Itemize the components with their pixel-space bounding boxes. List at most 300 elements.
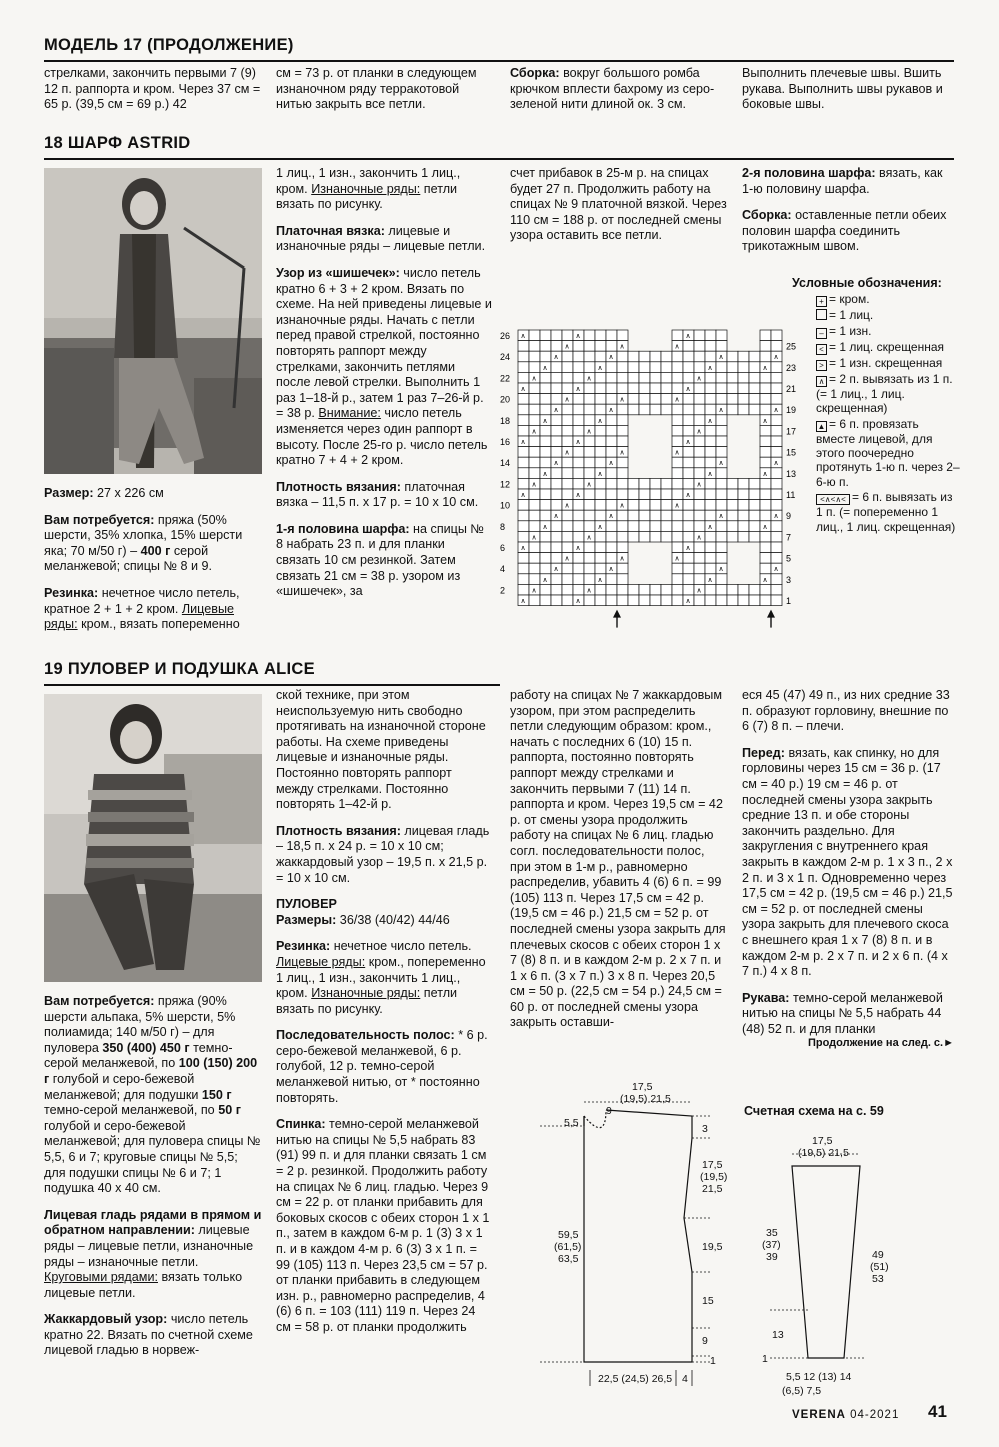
chart-cell: [606, 330, 617, 341]
s17-col1: стрелками, закончить первыми 7 (9) 12 п. раппорта и кром. Через 37 см = 65 р. (39,5 см = 69 р.) 42: [44, 66, 261, 112]
chart-cell: [562, 468, 573, 479]
chart-cell: [606, 500, 617, 511]
legend-symbol-icon: <∧<∧<: [816, 494, 850, 505]
chart-cell: [551, 415, 562, 426]
chart-cell: [518, 351, 529, 362]
chart-cell: [771, 415, 782, 426]
s19-col3: работу на спицах № 7 жаккардовым узором, при этом распределить петли следующим образом: кром., начать с последних 6 (10) 15 п. раппорта, постоянно повторять раппорт между стрелками и закончить первыми 7 (11) 14 п. раппорта и кром. Через 19,5 см = 42 р. от смены узора продолжить работу на спицах № 6 лиц. гладью согл. последовательности полос, при этом в 1-м р., равномерно распределив, убавить 4 (6) 6 п. = 99 (105) 113 п. Через 17,5 см = 42 р. (19,5 см = 46 р.) 21,5 см = 52 р. от последней смены узора закрыть для плечевых скосов с обеих сторон 1 x 7 (8) 8 п. и в каждом 2-м р. 2 x 7 п. и 1 x 6 п. (3 x 7 п.) 3 x 8 п. Через 20,5 см = 50 р. (22,5 см = 54 р.) 24,5 см = 60 р. от последней смены узора закрыть оставши-: [510, 688, 726, 1030]
chart-cell: [705, 447, 716, 458]
chart-cell: [518, 500, 529, 511]
chart-cell: [617, 595, 628, 606]
chart-cell: [584, 457, 595, 468]
chart-cell: [727, 351, 738, 362]
chart-cell: [727, 531, 738, 542]
chart-cell: [716, 468, 727, 479]
chart-cell: [595, 510, 606, 521]
svg-text:∧: ∧: [674, 449, 680, 457]
chart-row-label: 12: [500, 479, 511, 490]
scarf-model-photo: [44, 168, 262, 474]
svg-text:∧: ∧: [718, 460, 724, 468]
chart-cell: [562, 436, 573, 447]
chart-cell: [639, 372, 650, 383]
chart-cell: [716, 383, 727, 394]
svg-text:∧: ∧: [773, 460, 779, 468]
svg-text:∧: ∧: [762, 470, 768, 478]
chart-cell: [771, 372, 782, 383]
chart-cell: [760, 531, 771, 542]
chart-cell: [595, 404, 606, 415]
chart-row-label: 4: [500, 564, 506, 575]
chart-cell: [672, 425, 683, 436]
chart-cell: [595, 330, 606, 341]
chart-cell: [716, 341, 727, 352]
svg-text:∧: ∧: [597, 364, 603, 372]
chart-cell: [705, 510, 716, 521]
chart-cell: [738, 362, 749, 373]
chart-cell: [760, 489, 771, 500]
chart-cell: [606, 436, 617, 447]
svg-text:∧: ∧: [773, 513, 779, 521]
chart-cell: [595, 531, 606, 542]
svg-text:∧: ∧: [773, 566, 779, 574]
chart-cell: [584, 489, 595, 500]
chart-row-label: 15: [786, 447, 797, 458]
chart-cell: [639, 584, 650, 595]
chart-cell: [562, 563, 573, 574]
chart-cell: [694, 595, 705, 606]
chart-cell: [694, 521, 705, 532]
schema-label: 35: [766, 1227, 778, 1239]
legend-symbol-icon: >: [816, 360, 827, 371]
chart-cell: [749, 584, 760, 595]
chart-cell: [562, 584, 573, 595]
chart-row-label: 25: [786, 341, 797, 352]
chart-cell: [738, 478, 749, 489]
s18-col4: 2-я половина шарфа: вязать, как 1-ю половину шарфа. Сборка: оставленные петли обеих половин шарфа соединить трикотажным швом.: [742, 166, 947, 254]
legend-symbol-icon: ∧: [816, 376, 827, 387]
chart-row-label: 22: [500, 373, 511, 384]
page-number: 41: [928, 1402, 947, 1421]
chart-cell: [716, 436, 727, 447]
legend-text: = 1 изн.: [829, 323, 872, 338]
schema-label: 19,5: [702, 1241, 723, 1253]
chart-cell: [617, 584, 628, 595]
chart-cell: [716, 415, 727, 426]
chart-cell: [683, 457, 694, 468]
chart-cell: [628, 500, 639, 511]
schema-label: (6,5) 7,5: [782, 1385, 822, 1397]
chart-cell: [727, 510, 738, 521]
chart-cell: [716, 531, 727, 542]
chart-cell: [738, 584, 749, 595]
chart-cell: [716, 521, 727, 532]
chart-cell: [760, 341, 771, 352]
chart-cell: [771, 330, 782, 341]
chart-cell: [617, 383, 628, 394]
svg-text:∧: ∧: [553, 354, 559, 362]
chart-cell: [573, 341, 584, 352]
chart-cell: [617, 563, 628, 574]
chart-cell: [639, 394, 650, 405]
chart-cell: [540, 489, 551, 500]
chart-cell: [518, 468, 529, 479]
chart-cell: [551, 330, 562, 341]
chart-cell: [562, 330, 573, 341]
chart-cell: [562, 404, 573, 415]
chart-cell: [705, 372, 716, 383]
chart-cell: [551, 394, 562, 405]
svg-text:∧: ∧: [619, 555, 625, 563]
footer-brand: VERENA 04-2021: [792, 1409, 900, 1421]
chart-cell: [606, 574, 617, 585]
chart-cell: [672, 595, 683, 606]
svg-text:∧: ∧: [542, 523, 548, 531]
svg-text:∧: ∧: [531, 481, 537, 489]
chart-cell: [540, 584, 551, 595]
svg-text:∧: ∧: [586, 587, 592, 595]
chart-cell: [705, 383, 716, 394]
chart-cell: [771, 447, 782, 458]
chart-cell: [771, 425, 782, 436]
svg-text:∧: ∧: [575, 386, 581, 393]
chart-cell: [584, 383, 595, 394]
chart-cell: [694, 394, 705, 405]
chart-row-label: 13: [786, 468, 797, 479]
chart-cell: [562, 595, 573, 606]
svg-text:∧: ∧: [520, 492, 526, 499]
chart-cell: [716, 584, 727, 595]
chart-cell: [573, 584, 584, 595]
chart-cell: [738, 531, 749, 542]
chart-cell: [551, 489, 562, 500]
chart-cell: [716, 542, 727, 553]
chart-cell: [562, 457, 573, 468]
schema-label: 22,5 (24,5) 26,5: [598, 1373, 673, 1385]
chart-cell: [727, 584, 738, 595]
chart-cell: [617, 362, 628, 373]
chart-cell: [727, 500, 738, 511]
legend-item: [816, 324, 960, 339]
chart-cell: [683, 563, 694, 574]
s17-col3: Сборка: вокруг большого ромба крючком вплести бахрому из серо-зеленой нити длиной ок. 3 см.: [510, 66, 715, 112]
schema-label: 1: [762, 1353, 768, 1365]
chart-cell: [705, 436, 716, 447]
chart-cell: [760, 563, 771, 574]
schema-label: (19,5): [700, 1171, 728, 1183]
svg-text:∧: ∧: [707, 417, 713, 425]
svg-text:∧: ∧: [520, 333, 526, 340]
chart-cell: [529, 521, 540, 532]
chart-cell: [573, 447, 584, 458]
legend-item: [816, 292, 960, 307]
chart-cell: [749, 500, 760, 511]
svg-text:∧: ∧: [707, 364, 713, 372]
chart-cell: [606, 341, 617, 352]
chart-cell: [606, 415, 617, 426]
chart-cell: [716, 330, 727, 341]
chart-cell: [760, 478, 771, 489]
chart-cell: [760, 425, 771, 436]
schema-label: 9: [702, 1335, 708, 1347]
chart-cell: [518, 394, 529, 405]
s18-col1: Размер: 27 x 226 см Вам потребуется: пряжа (50% шерсти, 35% хлопка, 15% шерсти яка; 70 м/50 г) – 400 г серой меланжевой; спицы № 8 и 9. Резинка: нечетное число петель, кратное 2 + 1 + 2 кром. Лицевые ряды: кром., вязать попеременно: [44, 486, 243, 632]
chart-cell: [529, 510, 540, 521]
chart-cell: [771, 542, 782, 553]
svg-text:∧: ∧: [674, 555, 680, 563]
svg-text:∧: ∧: [597, 417, 603, 425]
svg-text:∧: ∧: [531, 428, 537, 436]
chart-cell: [551, 542, 562, 553]
chart-cell: [727, 394, 738, 405]
chart-cell: [628, 351, 639, 362]
chart-cell: [551, 341, 562, 352]
chart-cell: [650, 394, 661, 405]
chart-cell: [606, 542, 617, 553]
chart-cell: [628, 478, 639, 489]
schema-label: 39: [766, 1251, 778, 1263]
chart-cell: [584, 362, 595, 373]
chart-cell: [694, 341, 705, 352]
chart-cell: [584, 563, 595, 574]
chart-cell: [551, 478, 562, 489]
legend-symbol-icon: –: [816, 328, 827, 339]
schema-label: 3: [702, 1123, 708, 1135]
svg-text:∧: ∧: [619, 396, 625, 404]
chart-cell: [694, 574, 705, 585]
chart-cell: [694, 436, 705, 447]
chart-cell: [529, 404, 540, 415]
chart-cell: [661, 595, 672, 606]
chart-cell: [760, 553, 771, 564]
chart-cell: [573, 372, 584, 383]
chart-cell: [683, 574, 694, 585]
chart-cell: [716, 362, 727, 373]
svg-text:∧: ∧: [608, 566, 614, 574]
chart-cell: [771, 521, 782, 532]
chart-cell: [683, 404, 694, 415]
chart-cell: [606, 425, 617, 436]
chart-cell: [639, 404, 650, 415]
svg-text:∧: ∧: [542, 470, 548, 478]
svg-text:∧: ∧: [564, 502, 570, 510]
chart-cell: [584, 510, 595, 521]
chart-cell: [705, 341, 716, 352]
svg-text:∧: ∧: [696, 428, 702, 436]
chart-cell: [518, 584, 529, 595]
chart-cell: [661, 394, 672, 405]
chart-cell: [529, 447, 540, 458]
svg-text:∧: ∧: [564, 555, 570, 563]
svg-text:∧: ∧: [564, 343, 570, 351]
chart-cell: [727, 383, 738, 394]
chart-legend: [792, 276, 960, 535]
svg-text:∧: ∧: [762, 364, 768, 372]
chart-cell: [639, 351, 650, 362]
chart-cell: [617, 468, 628, 479]
chart-cell: [540, 510, 551, 521]
chart-cell: [650, 478, 661, 489]
chart-cell: [694, 351, 705, 362]
chart-cell: [540, 394, 551, 405]
chart-cell: [738, 595, 749, 606]
chart-cell: [672, 531, 683, 542]
svg-text:∧: ∧: [520, 439, 526, 446]
svg-text:∧: ∧: [707, 576, 713, 584]
s19-col4: еся 45 (47) 49 п., из них средние 33 п. образуют горловину, внешние по 6 (7) 8 п. – плечи. Перед: вязать, как спинку, но для горловины через 15 см = 36 р. (17 см = 40 р.) 19 см = 46 р. от последней смены узора закрыть средние 13 п. и обе стороны закончить раздельно. Для закругления с внутреннего края закрыть в каждом 2-м р. 1 x 3 п., 2 x 2 п. и 3 x 1 п. Одновременно через 17,5 см = 42 р. (19,5 см = 46 р.) 21,5 см = 52 р. от последней смены узора закрыть для плечевого скоса с внешнего края 1 x 7 (8) 8 п. и в каждом 2-м р. 2 x 7 п. и 2 x 6 п. (4 x 7 п.) 4 x 8 п. Рукава: темно-серой меланжевой нитью на спицы № 5,5 набрать 44 (48) 52 п. и для планки Продолжение на след. с.►: [742, 688, 954, 1050]
svg-text:∧: ∧: [696, 587, 702, 595]
chart-cell: [540, 563, 551, 574]
legend-text: = 1 лиц. скрещенная: [829, 339, 945, 354]
chart-cell: [628, 510, 639, 521]
chart-cell: [672, 330, 683, 341]
chart-cell: [606, 447, 617, 458]
svg-text:∧: ∧: [586, 428, 592, 436]
chart-cell: [650, 383, 661, 394]
svg-text:∧: ∧: [718, 407, 724, 415]
svg-text:∧: ∧: [685, 439, 691, 446]
chart-cell: [639, 500, 650, 511]
chart-cell: [760, 436, 771, 447]
divider: [44, 684, 500, 686]
chart-cell: [617, 574, 628, 585]
chart-cell: [760, 457, 771, 468]
chart-cell: [771, 584, 782, 595]
chart-cell: [529, 341, 540, 352]
legend-item: [816, 356, 960, 371]
chart-row-label: 20: [500, 394, 511, 405]
chart-cell: [716, 500, 727, 511]
chart-cell: [683, 415, 694, 426]
chart-cell: [705, 394, 716, 405]
chart-cell: [749, 521, 760, 532]
chart-cell: [595, 500, 606, 511]
chart-cell: [540, 478, 551, 489]
legend-item: [816, 340, 960, 355]
chart-cell: [738, 404, 749, 415]
chart-cell: [716, 478, 727, 489]
chart-cell: [584, 500, 595, 511]
chart-cell: [738, 351, 749, 362]
chart-cell: [639, 362, 650, 373]
chart-cell: [529, 351, 540, 362]
s18-col3: счет прибавок в 25-м р. на спицах будет 27 п. Продолжить работу на спицах № 9 платочной вязкой. Через 110 см = 188 р. от последней смены узора оставить все петли.: [510, 166, 727, 243]
chart-cell: [540, 383, 551, 394]
chart-cell: [705, 563, 716, 574]
chart-cell: [749, 394, 760, 405]
chart-cell: [573, 457, 584, 468]
chart-cell: [738, 372, 749, 383]
chart-cell: [639, 595, 650, 606]
chart-cell: [595, 563, 606, 574]
chart-cell: [716, 372, 727, 383]
chart-cell: [518, 372, 529, 383]
chart-cell: [606, 489, 617, 500]
chart-cell: [551, 531, 562, 542]
chart-cell: [518, 447, 529, 458]
chart-cell: [573, 394, 584, 405]
chart-cell: [672, 362, 683, 373]
legend-title: Условные обозначения:: [792, 276, 942, 290]
chart-cell: [562, 415, 573, 426]
chart-cell: [705, 500, 716, 511]
chart-cell: [738, 489, 749, 500]
chart-cell: [617, 478, 628, 489]
chart-row-label: 2: [500, 585, 506, 596]
chart-cell: [628, 531, 639, 542]
chart-cell: [518, 531, 529, 542]
svg-text:∧: ∧: [575, 439, 581, 446]
chart-cell: [551, 362, 562, 373]
chart-cell: [694, 563, 705, 574]
svg-text:∧: ∧: [520, 598, 526, 605]
schema-label: 49: [872, 1249, 884, 1261]
chart-cell: [584, 521, 595, 532]
chart-cell: [518, 553, 529, 564]
chart-cell: [771, 478, 782, 489]
chart-cell: [606, 531, 617, 542]
svg-text:∧: ∧: [542, 576, 548, 584]
chart-cell: [672, 542, 683, 553]
chart-cell: [562, 574, 573, 585]
chart-cell: [584, 330, 595, 341]
chart-cell: [771, 489, 782, 500]
chart-cell: [562, 489, 573, 500]
chart-cell: [617, 436, 628, 447]
chart-cell: [540, 341, 551, 352]
chart-cell: [683, 372, 694, 383]
chart-cell: [672, 383, 683, 394]
chart-cell: [672, 436, 683, 447]
svg-text:∧: ∧: [762, 576, 768, 584]
chart-cell: [540, 553, 551, 564]
chart-cell: [628, 584, 639, 595]
chart-cell: [749, 595, 760, 606]
chart-cell: [749, 489, 760, 500]
svg-text:∧: ∧: [707, 523, 713, 531]
chart-row-label: 24: [500, 352, 511, 363]
chart-cell: [672, 351, 683, 362]
svg-text:∧: ∧: [762, 417, 768, 425]
chart-cell: [562, 510, 573, 521]
chart-cell: [540, 351, 551, 362]
chart-cell: [529, 574, 540, 585]
svg-text:∧: ∧: [553, 513, 559, 521]
chart-cell: [573, 351, 584, 362]
chart-cell: [705, 542, 716, 553]
chart-cell: [716, 574, 727, 585]
chart-cell: [584, 415, 595, 426]
chart-cell: [727, 478, 738, 489]
chart-cell: [562, 521, 573, 532]
chart-cell: [694, 362, 705, 373]
svg-text:∧: ∧: [553, 460, 559, 468]
chart-cell: [573, 574, 584, 585]
chart-cell: [595, 383, 606, 394]
svg-text:∧: ∧: [718, 513, 724, 521]
chart-cell: [694, 415, 705, 426]
chart-cell: [584, 404, 595, 415]
svg-text:∧: ∧: [685, 545, 691, 552]
chart-cell: [628, 394, 639, 405]
schema-label: 15: [702, 1295, 714, 1307]
chart-cell: [771, 595, 782, 606]
schema-label: 5,5 12 (13) 14: [786, 1371, 852, 1383]
schema-label: 17,5: [812, 1135, 833, 1147]
chart-cell: [683, 351, 694, 362]
svg-text:∧: ∧: [564, 449, 570, 457]
schema-label: (19,5) 21,5: [620, 1093, 671, 1105]
chart-cell: [617, 425, 628, 436]
